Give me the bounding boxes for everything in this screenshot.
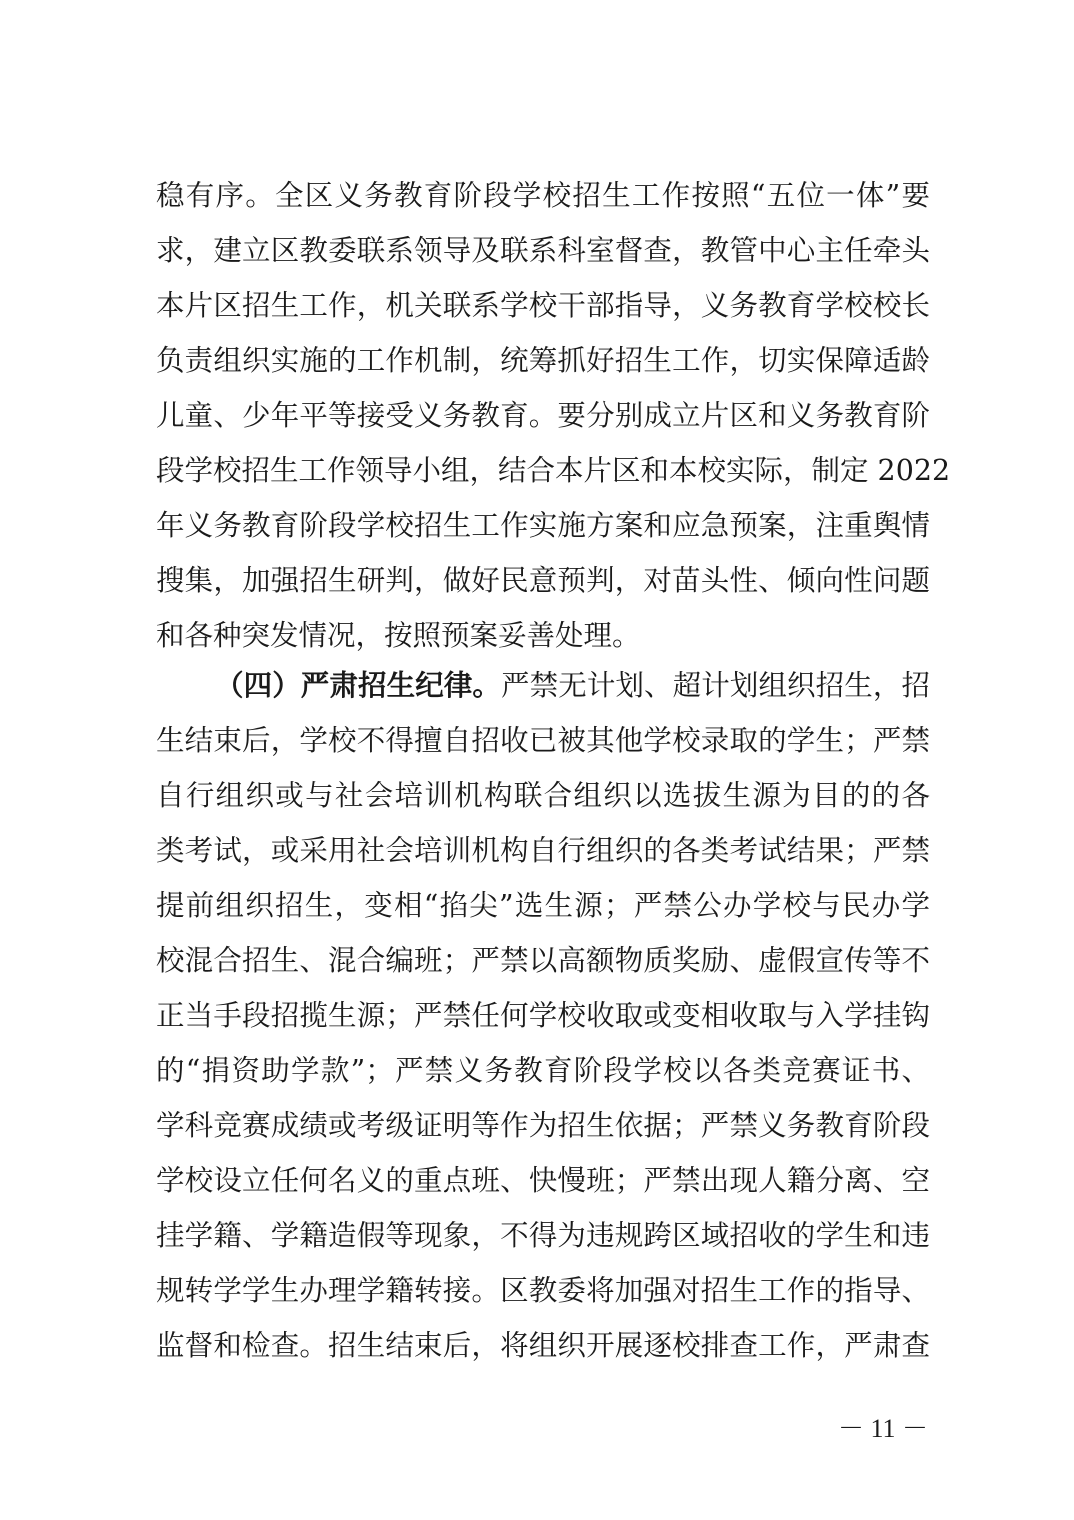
text-line: 提前组织招生，变相“掐尖”选生源；严禁公办学校与民办学 bbox=[156, 889, 930, 922]
text-line: 段学校招生工作领导小组，结合本片区和本校实际，制定 2022 bbox=[156, 454, 951, 487]
text-line: 儿童、少年平等接受义务教育。要分别成立片区和义务教育阶 bbox=[156, 399, 930, 432]
text-line: 求，建立区教委联系领导及联系科室督查，教管中心主任牵头 bbox=[156, 234, 930, 267]
text-line: 规转学学生办理学籍转接。区教委将加强对招生工作的指导、 bbox=[156, 1274, 930, 1307]
text-line: 监督和检查。招生结束后，将组织开展逐校排查工作，严肃查 bbox=[156, 1329, 930, 1362]
text-line: 自行组织或与社会培训机构联合组织以选拔生源为目的的各 bbox=[156, 779, 930, 812]
text-span: 严禁无计划、超计划组织招生，招 bbox=[501, 669, 930, 702]
paragraph-first-line bbox=[215, 666, 930, 706]
text-line: 稳有序。全区义务教育阶段学校招生工作按照“五位一体”要 bbox=[156, 179, 930, 212]
text-line: 学校设立任何名义的重点班、快慢班；严禁出现人籍分离、空 bbox=[156, 1164, 930, 1197]
text-line: 负责组织实施的工作机制，统筹抓好招生工作，切实保障适龄 bbox=[156, 344, 930, 377]
text-line: 年义务教育阶段学校招生工作实施方案和应急预案，注重舆情 bbox=[156, 509, 930, 542]
text-line: 本片区招生工作，机关联系学校干部指导，义务教育学校校长 bbox=[156, 289, 930, 322]
section-heading: （四）严肃招生纪律。 bbox=[215, 669, 502, 702]
text-line: 挂学籍、学籍造假等现象，不得为违规跨区域招收的学生和违 bbox=[156, 1219, 930, 1252]
text-line: 和各种突发情况，按照预案妥善处理。 bbox=[156, 619, 641, 652]
page-number: － 11 － bbox=[838, 1414, 929, 1443]
text-line: 生结束后，学校不得擅自招收已被其他学校录取的学生；严禁 bbox=[156, 724, 930, 757]
text-line: 搜集，加强招生研判，做好民意预判，对苗头性、倾向性问题 bbox=[156, 564, 930, 597]
text-line: 学科竞赛成绩或考级证明等作为招生依据；严禁义务教育阶段 bbox=[156, 1109, 930, 1142]
text-line: 的“捐资助学款”；严禁义务教育阶段学校以各类竞赛证书、 bbox=[156, 1054, 930, 1087]
text-line: 正当手段招揽生源；严禁任何学校收取或变相收取与入学挂钩 bbox=[156, 999, 930, 1032]
text-line: 类考试，或采用社会培训机构自行组织的各类考试结果；严禁 bbox=[156, 834, 930, 867]
text-line: 校混合招生、混合编班；严禁以高额物质奖励、虚假宣传等不 bbox=[156, 944, 930, 977]
